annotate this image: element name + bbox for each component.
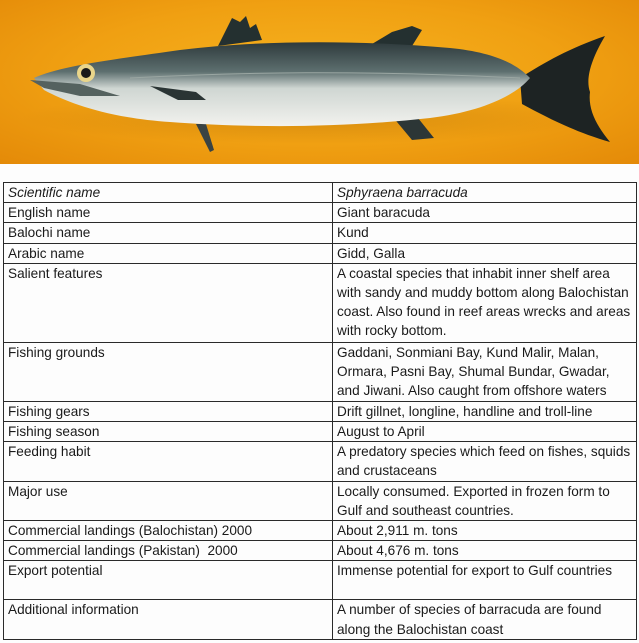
- row-label: Fishing grounds: [4, 342, 333, 401]
- row-label: Fishing season: [4, 422, 333, 442]
- row-label: Export potential: [4, 561, 333, 600]
- row-label: Balochi name: [4, 223, 333, 243]
- table-row: [4, 541, 637, 561]
- row-label: English name: [4, 203, 333, 223]
- table-row: [4, 203, 637, 223]
- row-value: About 2,911 m. tons: [333, 521, 637, 541]
- row-value: A coastal species that inhabit inner shelf area with sandy and muddy bottom along Balochistan coast. Also found in reef areas wrecks and areas with rocky bottom.: [333, 263, 637, 342]
- table-row: [4, 442, 637, 481]
- table-row: [4, 422, 637, 442]
- row-value: A predatory species which feed on fishes, squids and crustaceans: [333, 442, 637, 481]
- table-row: [4, 481, 637, 520]
- row-value: August to April: [333, 422, 637, 442]
- table-row: [4, 223, 637, 243]
- row-label: Feeding habit: [4, 442, 333, 481]
- row-label: Fishing gears: [4, 401, 333, 421]
- row-label: Scientific name: [4, 183, 333, 203]
- row-label: Commercial landings (Pakistan) 2000: [4, 541, 333, 561]
- table-row: [4, 243, 637, 263]
- row-value: A number of species of barracuda are found along the Balochistan coast: [333, 600, 637, 639]
- row-value: Kund: [333, 223, 637, 243]
- row-value: Giant baracuda: [333, 203, 637, 223]
- barracuda-illustration: [0, 0, 639, 164]
- row-value: Locally consumed. Exported in frozen form to Gulf and southeast countries.: [333, 481, 637, 520]
- table-row: [4, 521, 637, 541]
- table-row: [4, 401, 637, 421]
- row-label: Additional information: [4, 600, 333, 639]
- row-value: Sphyraena barracuda: [333, 183, 637, 203]
- table-row: [4, 263, 637, 342]
- species-info-table: [3, 182, 637, 640]
- row-label: Major use: [4, 481, 333, 520]
- row-label: Salient features: [4, 263, 333, 342]
- barracuda-photo: [0, 0, 639, 164]
- table-row: [4, 561, 637, 600]
- row-value: About 4,676 m. tons: [333, 541, 637, 561]
- table-row: [4, 342, 637, 401]
- table-row: [4, 183, 637, 203]
- row-value: Immense potential for export to Gulf countries: [333, 561, 637, 600]
- row-value: Gaddani, Sonmiani Bay, Kund Malir, Malan, Ormara, Pasni Bay, Shumal Bundar, Gwadar, and Jiwani. Also caught from offshore waters: [333, 342, 637, 401]
- row-label: Arabic name: [4, 243, 333, 263]
- row-label: Commercial landings (Balochistan) 2000: [4, 521, 333, 541]
- row-value: Drift gillnet, longline, handline and troll-line: [333, 401, 637, 421]
- table-row: [4, 600, 637, 639]
- row-value: Gidd, Galla: [333, 243, 637, 263]
